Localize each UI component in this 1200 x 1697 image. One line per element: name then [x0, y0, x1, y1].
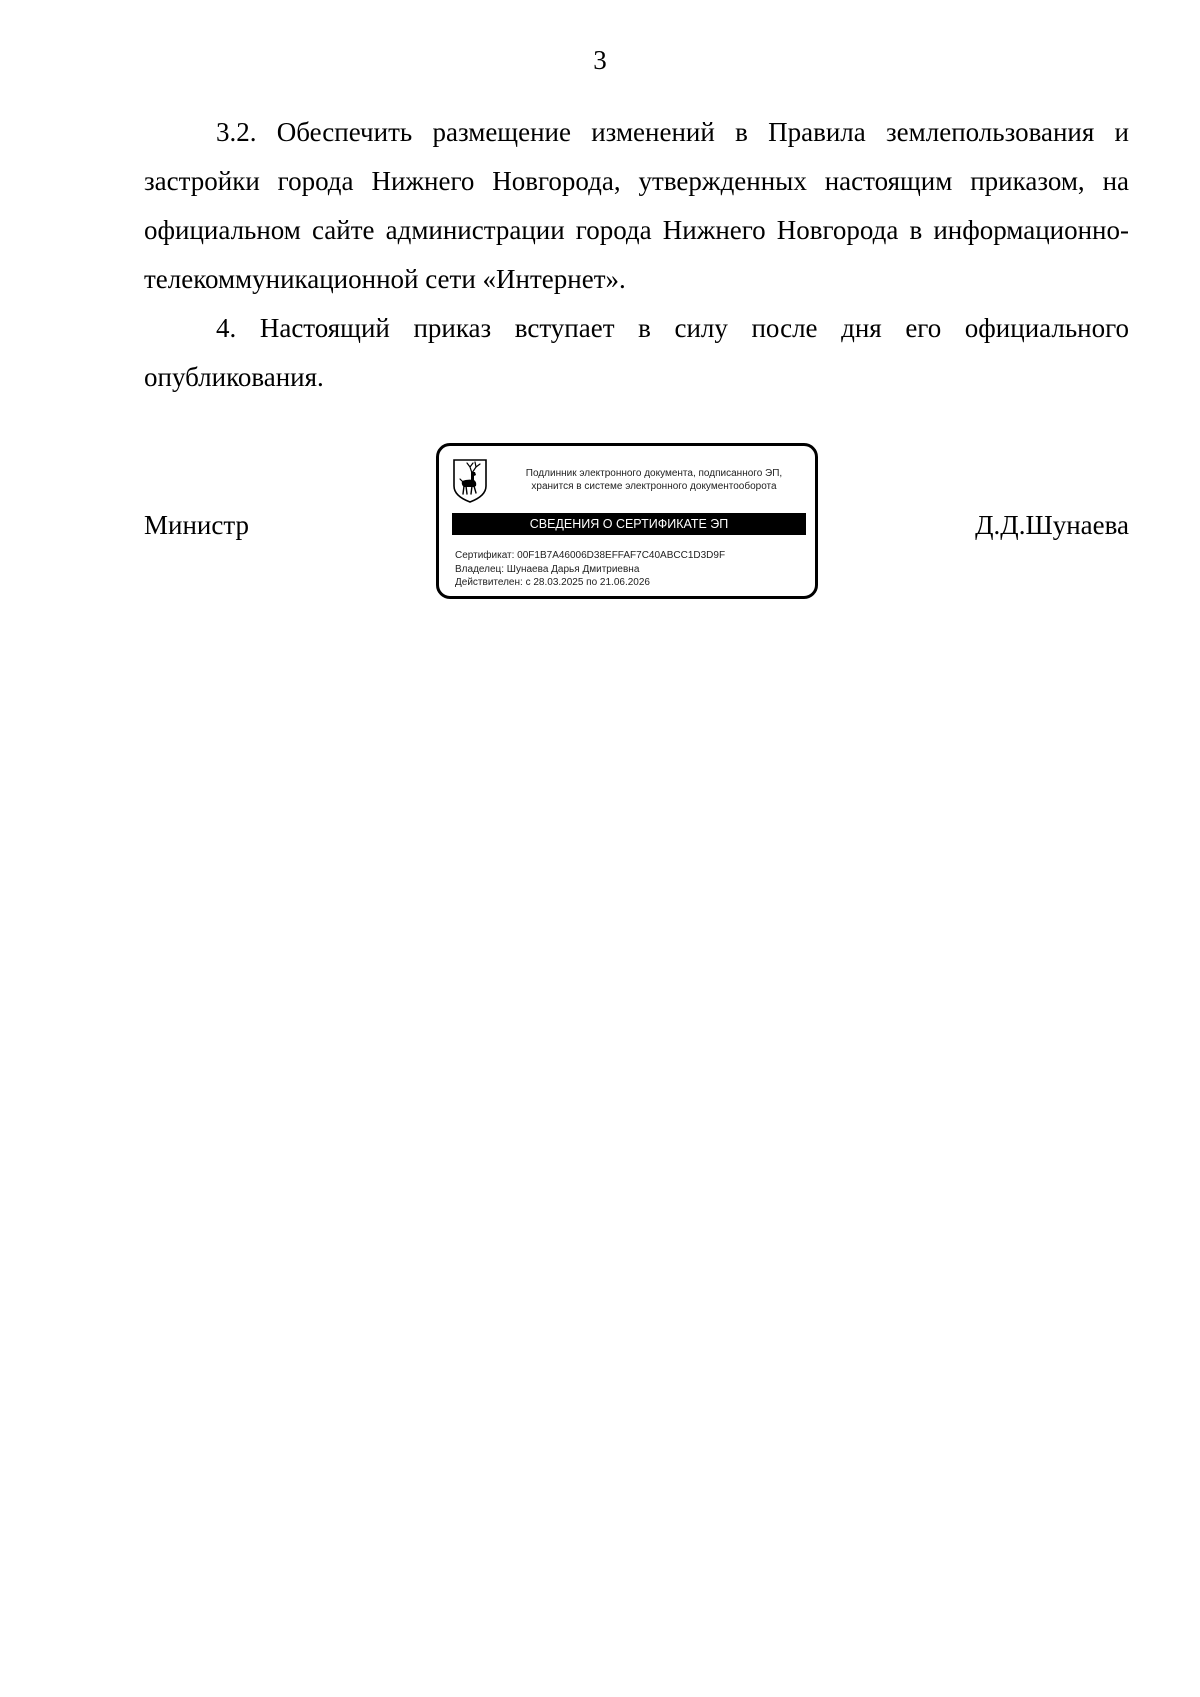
- document-body: [144, 108, 1129, 402]
- paragraph-4: 4. Настоящий приказ вступает в силу после дня его официального опубликования.: [144, 313, 1129, 392]
- stamp-notice-line-1: Подлинник электронного документа, подписанного ЭП,: [525, 468, 783, 479]
- stamp-notice: [497, 467, 811, 493]
- stamp-certificate-details: [455, 549, 805, 590]
- stamp-certificate-owner: Владелец: Шунаева Дарья Дмитриевна: [455, 563, 640, 575]
- stamp-header-bar: СВЕДЕНИЯ О СЕРТИФИКАТЕ ЭП: [452, 513, 806, 535]
- signer-name: Д.Д.Шунаева: [975, 510, 1129, 540]
- stamp-notice-line-2: хранится в системе электронного документооборота: [531, 481, 777, 492]
- page-number: 3: [593, 45, 607, 75]
- electronic-signature-stamp: [436, 443, 818, 599]
- signer-position: Министр: [144, 510, 249, 540]
- stamp-certificate-validity: Действителен: с 28.03.2025 по 21.06.2026: [455, 577, 650, 588]
- stamp-certificate-number: Сертификат: 00F1B7A46006D38EFFAF7C40ABCC1D3D9F: [455, 550, 726, 561]
- nizhny-novgorod-deer-emblem-icon: [452, 458, 488, 504]
- paragraph-3-2: 3.2. Обеспечить размещение изменений в Правила землепользования и застройки города Нижнего Новгорода, утвержденных настоящим приказом, на официальном сайте администрации города Нижнего Новгорода в информационно-телекоммуникационной сети «Интернет».: [144, 117, 1129, 294]
